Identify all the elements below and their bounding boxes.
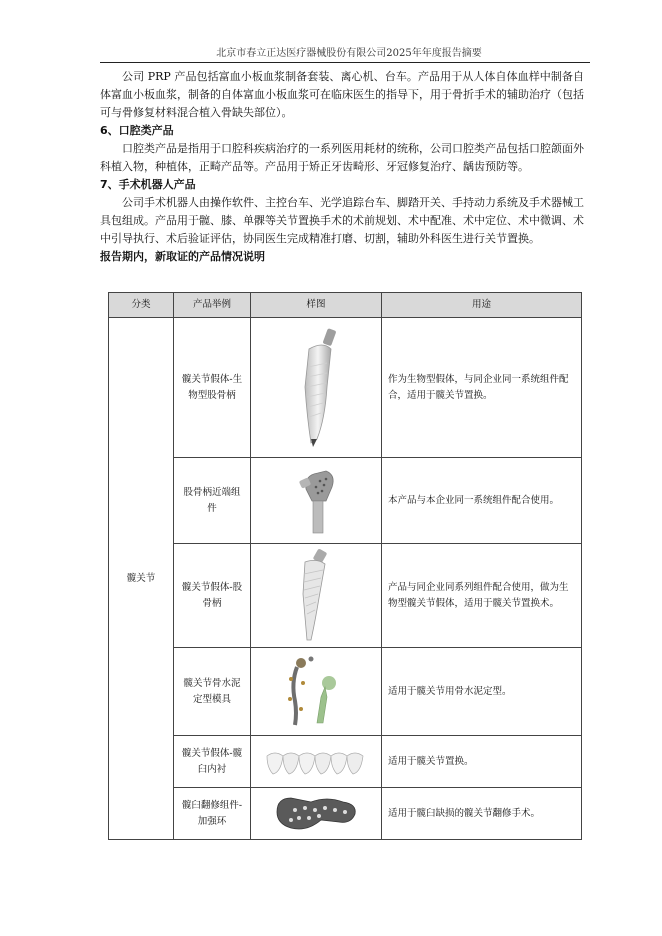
report-content	[100, 68, 584, 266]
table-row	[109, 736, 582, 788]
product-usage: 适用于髋关节置换。	[382, 736, 582, 788]
product-name: 髋关节假体-股骨柄	[174, 544, 251, 648]
hip-stem-image	[251, 544, 382, 648]
proximal-component-image	[251, 458, 382, 544]
product-table	[108, 292, 582, 840]
section6-paragraph: 口腔类产品是指用于口腔科疾病治疗的一系列医用耗材的统称，公司口腔类产品包括口腔颌面外科植入物，种植体，正畸产品等。产品用于矫正牙齿畸形、牙冠修复治疗、龋齿预防等。	[100, 142, 584, 173]
acetabular-liner-image	[251, 736, 382, 788]
section7-paragraph: 公司手术机器人由操作软件、主控台车、光学追踪台车、脚踏开关、手持动力系统及手术器械工具包组成。产品用于髋、膝、单髁等关节置换手术的术前规划、术中配准、术中定位、术中微调、术中引导执行、术后验证评估，协同医生完成精准打磨、切割，辅助外科医生进行关节置换。	[100, 196, 584, 245]
section6-heading: 6、口腔类产品	[100, 124, 174, 137]
cement-mold-image	[251, 648, 382, 736]
category-cell: 髋关节	[109, 318, 174, 840]
product-name: 髋臼翻修组件-加强环	[174, 788, 251, 840]
product-usage: 本产品与本企业同一系统组件配合使用。	[382, 458, 582, 544]
table-row	[109, 458, 582, 544]
reinforcement-ring-image	[251, 788, 382, 840]
page-header: 北京市春立正达医疗器械股份有限公司2025年年度报告摘要	[216, 48, 482, 59]
product-usage: 产品与同企业同系列组件配合使用，做为生物型髋关节假体，适用于髋关节置换术。	[382, 544, 582, 648]
product-name: 髋关节骨水泥定型模具	[174, 648, 251, 736]
table-row	[109, 648, 582, 736]
header-divider	[100, 62, 590, 63]
product-usage: 作为生物型假体，与同企业同一系统组件配合，适用于髋关节置换。	[382, 318, 582, 458]
header-sample-image: 样图	[251, 293, 382, 318]
table-row	[109, 318, 582, 458]
table-caption: 报告期内，新取证的产品情况说明	[100, 250, 265, 263]
table-header-row	[109, 293, 582, 318]
table-row	[109, 544, 582, 648]
header-category: 分类	[109, 293, 174, 318]
product-name: 髋关节假体-髋臼内衬	[174, 736, 251, 788]
product-usage: 适用于髋臼缺损的髋关节翻修手术。	[382, 788, 582, 840]
prp-paragraph: 公司 PRP 产品包括富血小板血浆制备套装、离心机、台车。产品用于从人体自体血样中制备自体富血小板血浆，制备的自体富血小板血浆可在临床医生的指导下，用于骨折手术的辅助治疗（包括可与骨修复材料混合植入骨缺失部位）。	[100, 70, 584, 119]
product-name: 髋关节假体-生物型股骨柄	[174, 318, 251, 458]
header-product: 产品举例	[174, 293, 251, 318]
header-usage: 用途	[382, 293, 582, 318]
product-usage: 适用于髋关节用骨水泥定型。	[382, 648, 582, 736]
table-row	[109, 788, 582, 840]
section7-heading: 7、手术机器人产品	[100, 178, 196, 191]
product-name: 股骨柄近端组件	[174, 458, 251, 544]
femoral-stem-image	[251, 318, 382, 458]
